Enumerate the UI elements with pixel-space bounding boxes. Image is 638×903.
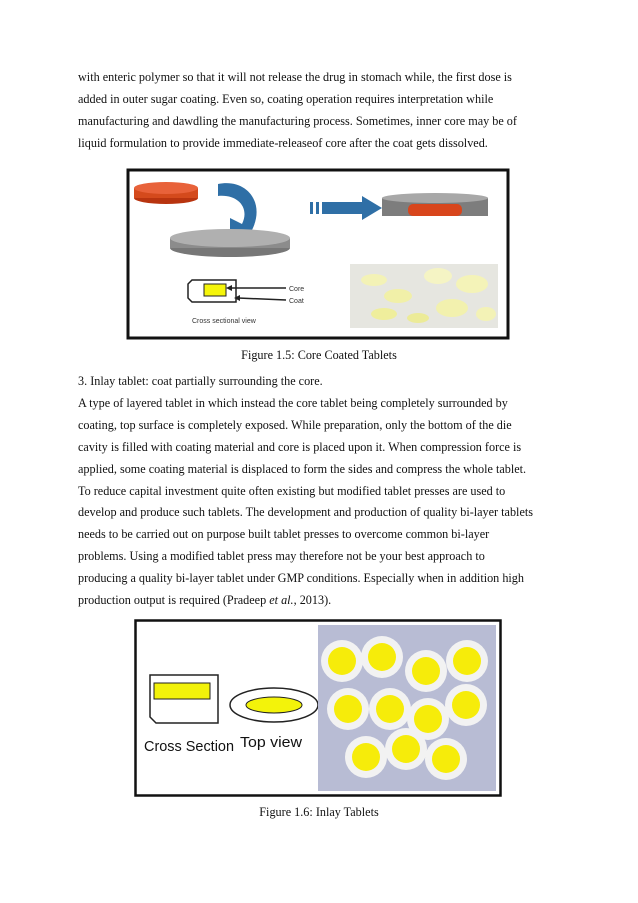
inlay-tablets-photo [318,625,496,791]
label-cross-sectional-view: Cross sectional view [192,318,256,325]
text-fragment: production output is required (Pradeep [78,593,270,608]
text-fragment: , 2013). [293,593,332,608]
text-line-last [78,590,562,612]
text-line: liquid formulation to provide immediate-releaseof core after the coat gets dissolved. [78,135,488,150]
text-line: cavity is filled with coating material and core is placed upon it. When compression force is [78,439,522,454]
label-top-view: Top view [240,734,303,751]
figure-core-coated-tablets [126,168,510,340]
text-line: problems. Using a modified tablet press may therefore not be your best approach to [78,549,485,564]
text-line: coating, top surface is completely exposed. While preparation, only the bottom of the die [78,417,512,432]
text-line: added in outer sugar coating. Even so, coating operation requires interpretation while [78,91,494,106]
text-line: To reduce capital investment quite often existing but modified tablet presses are used to [78,483,506,498]
citation-et-al: et al. [269,593,294,608]
inlay-top-view-icon [230,688,318,722]
figure-inlay-tablets [134,619,502,797]
inlay-cross-section-icon [150,675,218,723]
label-coat: Coat [289,298,304,305]
text-line: manufacturing and dawdling the manufacturing process. Sometimes, inner core may be of [78,113,517,128]
text-line: applied, some coating material is displaced to form the sides and compress the whole tablet. [78,461,527,476]
coated-tablet-icon [382,193,488,216]
tablets-photo [350,264,498,328]
text-line: develop and produce such tablets. The development and production of quality bi-layer tablets [78,505,533,520]
paragraph-enteric-coating [78,67,562,155]
label-core: Core [289,286,305,293]
gray-coat-disc-icon [170,229,290,257]
text-line: A type of layered tablet in which instead the core tablet being completely surrounded by [78,395,508,410]
figure-caption: Figure 1.5: Core Coated Tablets [241,348,397,362]
text-line: with enteric polymer so that it will not release the drug in stomach while, the first dose is [78,70,512,84]
red-core-disc-icon [134,182,198,204]
label-cross-section: Cross Section [144,738,234,755]
text-line: producing a quality bi-layer tablet under GMP conditions. Especially when in addition high [78,571,524,586]
figure-caption: Figure 1.6: Inlay Tablets [259,805,379,819]
section-heading: 3. Inlay tablet: coat partially surrounding the core. [78,374,323,388]
text-line: needs to be carried out on purpose built tablet presses to overcome common bi-layer [78,527,490,542]
paragraph-inlay-tablet [78,371,562,612]
